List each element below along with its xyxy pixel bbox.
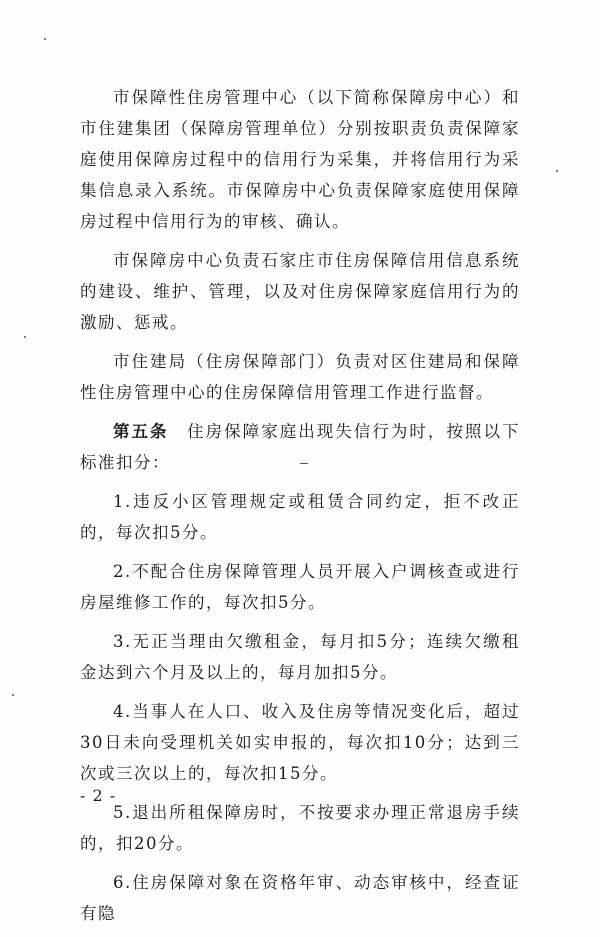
list-item: 3.无正当理由欠缴租金，每月扣5分；连续欠缴租金达到六个月及以上的，每月加扣5分。 <box>80 632 520 682</box>
list-item: 2.不配合住房保障管理人员开展入户调核查或进行房屋维修工作的，每次扣5分。 <box>80 562 520 612</box>
scan-speck <box>24 336 26 338</box>
page-number: - 2 - <box>80 786 117 805</box>
document-body <box>80 82 520 937</box>
paragraph-collection-responsibility: 市保障性住房管理中心（以下简称保障房中心）和市住建集团（保障房管理单位）分别按职责负责保障家庭使用保障房过程中的信用行为采集，并将信用行为采集信息录入系统。市保障房中心负责保障家庭使用保障房过程中信用行为的审核、确认。 <box>80 88 520 231</box>
list-item: 1.违反小区管理规定或租赁合同约定，拒不改正的，每次扣5分。 <box>80 492 520 542</box>
scan-speck <box>44 38 46 40</box>
article-five-heading: 第五条 <box>113 422 169 441</box>
paragraph-supervision: 市住建局（住房保障部门）负责对区住建局和保障性住房管理中心的住房保障信用管理工作进行监督。 <box>80 352 520 402</box>
scan-speck <box>300 463 308 464</box>
list-item: 6.住房保障对象在资格年审、动态审核中，经查证有隐 <box>80 873 520 923</box>
list-item: 5.退出所租保障房时，不按要求办理正常退房手续的，扣20分。 <box>80 803 520 853</box>
article-five-text: 住房保障家庭出现失信行为时，按照以下标准扣分： <box>80 422 521 472</box>
list-item: 4.当事人在人口、收入及住房等情况变化后，超过30日未向受理机关如实申报的，每次扣10分；达到三次或三次以上的，每次扣15分。 <box>80 702 520 783</box>
scan-speck <box>556 170 558 172</box>
article-five <box>80 416 520 478</box>
paragraph-system-responsibility: 市保障房中心负责石家庄市住房保障信用信息系统的建设、维护、管理，以及对住房保障家庭信用行为的激励、惩戒。 <box>80 251 520 332</box>
scan-speck <box>12 694 14 696</box>
